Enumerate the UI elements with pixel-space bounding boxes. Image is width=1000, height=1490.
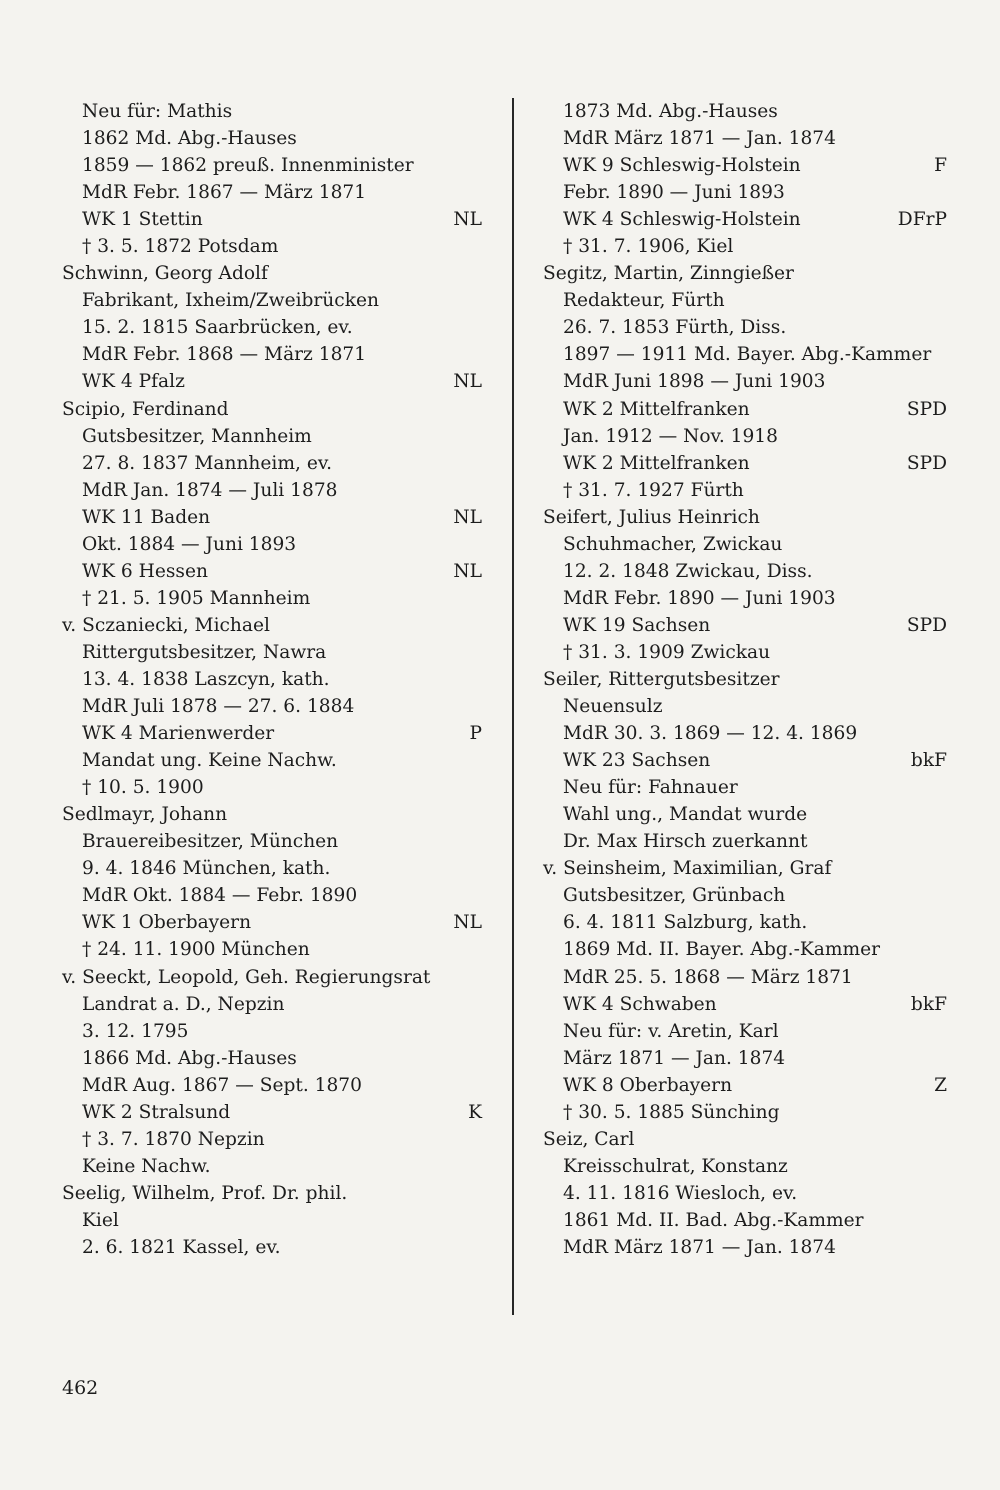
entry-text: 2. 6. 1821 Kassel, ev. bbox=[82, 1236, 281, 1258]
entry-line bbox=[62, 423, 482, 450]
entry-text: Seiler, Rittergutsbesitzer bbox=[543, 668, 780, 690]
entry-heading bbox=[543, 666, 947, 693]
entry-text: WK 4 Schleswig-Holstein bbox=[563, 209, 801, 231]
entry-line bbox=[62, 1018, 482, 1045]
entry-text: Mandat ung. Keine Nachw. bbox=[82, 750, 337, 772]
entry-text: Kiel bbox=[82, 1209, 119, 1231]
entry-line bbox=[62, 179, 482, 206]
entry-text: MdR Febr. 1868 — März 1871 bbox=[82, 344, 367, 366]
entry-line bbox=[543, 909, 947, 936]
entry-line bbox=[62, 341, 482, 368]
entry-text: 4. 11. 1816 Wiesloch, ev. bbox=[563, 1182, 798, 1204]
entry-text: WK 2 Stralsund bbox=[82, 1101, 231, 1123]
entry-text: Landrat a. D., Nepzin bbox=[82, 993, 285, 1015]
entry-line bbox=[543, 477, 947, 504]
party-abbreviation: NL bbox=[453, 209, 482, 231]
entry-text: 3. 12. 1795 bbox=[82, 1020, 189, 1042]
entry-text: 12. 2. 1848 Zwickau, Diss. bbox=[563, 560, 813, 582]
entry-line bbox=[62, 98, 482, 125]
entry-heading bbox=[62, 964, 482, 991]
entry-text: 27. 8. 1837 Mannheim, ev. bbox=[82, 452, 333, 474]
entry-text: WK 2 Mittelfranken bbox=[563, 398, 750, 420]
entry-line bbox=[62, 1153, 482, 1180]
entry-text: WK 23 Sachsen bbox=[563, 750, 711, 772]
entry-line bbox=[543, 639, 947, 666]
entry-text: 1862 Md. Abg.-Hauses bbox=[82, 128, 297, 150]
entry-line bbox=[543, 125, 947, 152]
entry-text: 13. 4. 1838 Laszcyn, kath. bbox=[82, 668, 330, 690]
entry-text: WK 4 Schwaben bbox=[563, 993, 717, 1015]
entry-line bbox=[543, 396, 947, 423]
entry-line bbox=[543, 558, 947, 585]
entry-heading bbox=[543, 260, 947, 287]
entry-text: Neu für: Mathis bbox=[82, 101, 233, 122]
entry-text: MdR 30. 3. 1869 — 12. 4. 1869 bbox=[563, 723, 858, 745]
entry-line bbox=[543, 936, 947, 963]
entry-heading bbox=[62, 801, 482, 828]
entry-text: Seiz, Carl bbox=[543, 1128, 635, 1150]
entry-text: v. Seinsheim, Maximilian, Graf bbox=[543, 858, 832, 880]
entry-line bbox=[543, 1180, 947, 1207]
entry-text: Wahl ung., Mandat wurde bbox=[563, 804, 808, 826]
entry-line bbox=[62, 152, 482, 179]
entry-line bbox=[62, 477, 482, 504]
entry-line bbox=[543, 882, 947, 909]
entry-text: Schwinn, Georg Adolf bbox=[62, 263, 268, 285]
entry-line bbox=[543, 314, 947, 341]
party-abbreviation: NL bbox=[453, 912, 482, 934]
entry-text: Seifert, Julius Heinrich bbox=[543, 506, 760, 528]
entry-line bbox=[543, 368, 947, 395]
party-abbreviation: DFrP bbox=[897, 209, 947, 231]
entry-line bbox=[543, 423, 947, 450]
entry-line bbox=[62, 1045, 482, 1072]
entry-line bbox=[62, 585, 482, 612]
entry-line bbox=[62, 855, 482, 882]
entry-line bbox=[543, 828, 947, 855]
entry-heading bbox=[543, 504, 947, 531]
entry-text: WK 11 Baden bbox=[82, 506, 211, 528]
entry-text: MdR Okt. 1884 — Febr. 1890 bbox=[82, 885, 358, 907]
entry-text: Scipio, Ferdinand bbox=[62, 398, 229, 420]
entry-text: Gutsbesitzer, Grünbach bbox=[563, 885, 786, 907]
entry-line bbox=[62, 639, 482, 666]
entry-line bbox=[543, 233, 947, 260]
entry-heading bbox=[62, 1180, 482, 1207]
entry-text: 1869 Md. II. Bayer. Abg.-Kammer bbox=[563, 939, 880, 961]
entry-line bbox=[543, 531, 947, 558]
entry-text: WK 19 Sachsen bbox=[563, 614, 711, 636]
entry-line bbox=[543, 152, 947, 179]
entry-line bbox=[62, 991, 482, 1018]
entry-line bbox=[62, 125, 482, 152]
entry-text: 6. 4. 1811 Salzburg, kath. bbox=[563, 912, 808, 934]
entry-text: MdR März 1871 — Jan. 1874 bbox=[563, 1236, 836, 1258]
right-column bbox=[543, 98, 947, 1261]
party-abbreviation: SPD bbox=[906, 452, 947, 474]
entry-text: Sedlmayr, Johann bbox=[62, 804, 228, 826]
entry-text: Jan. 1912 — Nov. 1918 bbox=[563, 425, 778, 447]
party-abbreviation: bkF bbox=[910, 993, 947, 1015]
entry-text: MdR März 1871 — Jan. 1874 bbox=[563, 128, 836, 150]
page-number: 462 bbox=[62, 1377, 99, 1399]
entry-text: WK 4 Pfalz bbox=[82, 371, 185, 393]
entry-text: Keine Nachw. bbox=[82, 1155, 211, 1177]
entry-text: 1859 — 1862 preuß. Innenminister bbox=[82, 155, 414, 177]
entry-text: Segitz, Martin, Zinngießer bbox=[543, 263, 794, 285]
entry-text: Febr. 1890 — Juni 1893 bbox=[563, 182, 785, 204]
entry-line bbox=[543, 585, 947, 612]
entry-text: Gutsbesitzer, Mannheim bbox=[82, 425, 312, 447]
entry-heading bbox=[62, 612, 482, 639]
entry-text: WK 6 Hessen bbox=[82, 560, 208, 582]
entry-text: † 21. 5. 1905 Mannheim bbox=[82, 587, 311, 609]
entry-heading bbox=[543, 1126, 947, 1153]
entry-line bbox=[543, 612, 947, 639]
entry-text: † 10. 5. 1900 bbox=[82, 777, 204, 799]
entry-text: MdR Juni 1898 — Juni 1903 bbox=[563, 371, 826, 393]
entry-line bbox=[543, 206, 947, 233]
entry-line bbox=[543, 747, 947, 774]
entry-text: Neu für: v. Aretin, Karl bbox=[563, 1020, 779, 1042]
entry-text: Kreisschulrat, Konstanz bbox=[563, 1155, 788, 1177]
entry-text: Schuhmacher, Zwickau bbox=[563, 533, 783, 555]
entry-line bbox=[543, 964, 947, 991]
entry-text: MdR Febr. 1890 — Juni 1903 bbox=[563, 587, 836, 609]
entry-text: 1866 Md. Abg.-Hauses bbox=[82, 1047, 297, 1069]
entry-line bbox=[62, 531, 482, 558]
party-abbreviation: NL bbox=[453, 371, 482, 393]
party-abbreviation: Z bbox=[934, 1074, 947, 1096]
entry-line bbox=[543, 801, 947, 828]
entry-line bbox=[62, 450, 482, 477]
entry-line bbox=[543, 1207, 947, 1234]
entry-text: WK 9 Schleswig-Holstein bbox=[563, 155, 801, 177]
column-divider bbox=[512, 98, 514, 1315]
entry-text: 1861 Md. II. Bad. Abg.-Kammer bbox=[563, 1209, 864, 1231]
entry-line bbox=[62, 206, 482, 233]
entry-line bbox=[62, 233, 482, 260]
entry-text: Seelig, Wilhelm, Prof. Dr. phil. bbox=[62, 1182, 348, 1204]
party-abbreviation: P bbox=[469, 723, 482, 745]
entry-text: WK 1 Stettin bbox=[82, 209, 203, 231]
entry-line bbox=[62, 666, 482, 693]
entry-line bbox=[543, 1072, 947, 1099]
entry-line bbox=[543, 1045, 947, 1072]
entry-line bbox=[543, 1099, 947, 1126]
entry-line bbox=[543, 1018, 947, 1045]
entry-text: WK 2 Mittelfranken bbox=[563, 452, 750, 474]
entry-line bbox=[62, 1126, 482, 1153]
party-abbreviation: SPD bbox=[906, 398, 947, 420]
entry-text: 1873 Md. Abg.-Hauses bbox=[563, 101, 778, 122]
entry-line bbox=[543, 98, 947, 125]
entry-line bbox=[543, 1153, 947, 1180]
entry-text: † 3. 7. 1870 Nepzin bbox=[82, 1128, 265, 1150]
party-abbreviation: K bbox=[468, 1101, 482, 1123]
entry-text: Redakteur, Fürth bbox=[563, 290, 725, 312]
entry-text: Dr. Max Hirsch zuerkannt bbox=[563, 831, 808, 853]
entry-text: † 31. 7. 1906, Kiel bbox=[563, 236, 734, 258]
entry-line bbox=[62, 828, 482, 855]
entry-line bbox=[543, 1234, 947, 1261]
entry-line bbox=[543, 341, 947, 368]
entry-line bbox=[62, 882, 482, 909]
entry-text: † 24. 11. 1900 München bbox=[82, 939, 310, 961]
entry-text: WK 4 Marienwerder bbox=[82, 723, 275, 745]
entry-text: Rittergutsbesitzer, Nawra bbox=[82, 641, 327, 663]
entry-line bbox=[62, 314, 482, 341]
entry-heading bbox=[62, 396, 482, 423]
entry-line bbox=[62, 287, 482, 314]
entry-text: † 31. 3. 1909 Zwickau bbox=[563, 641, 771, 663]
entry-line bbox=[62, 1099, 482, 1126]
party-abbreviation: SPD bbox=[906, 614, 947, 636]
entry-line bbox=[62, 368, 482, 395]
party-abbreviation: NL bbox=[453, 560, 482, 582]
entry-line bbox=[62, 1234, 482, 1261]
entry-heading bbox=[543, 855, 947, 882]
entry-text: Brauereibesitzer, München bbox=[82, 831, 339, 853]
party-abbreviation: F bbox=[934, 155, 947, 177]
entry-text: Fabrikant, Ixheim/Zweibrücken bbox=[82, 290, 379, 312]
entry-text: 1897 — 1911 Md. Bayer. Abg.-Kammer bbox=[563, 344, 932, 366]
entry-text: Okt. 1884 — Juni 1893 bbox=[82, 533, 297, 555]
entry-line bbox=[62, 1207, 482, 1234]
entry-line bbox=[543, 991, 947, 1018]
entry-line bbox=[543, 179, 947, 206]
entry-heading bbox=[62, 260, 482, 287]
party-abbreviation: NL bbox=[453, 506, 482, 528]
entry-text: v. Seeckt, Leopold, Geh. Regierungsrat bbox=[62, 966, 431, 988]
entry-text: MdR Febr. 1867 — März 1871 bbox=[82, 182, 367, 204]
entry-text: MdR Juli 1878 — 27. 6. 1884 bbox=[82, 696, 355, 718]
entry-text: MdR Jan. 1874 — Juli 1878 bbox=[82, 479, 338, 501]
entry-text: 9. 4. 1846 München, kath. bbox=[82, 858, 331, 880]
entry-text: MdR Aug. 1867 — Sept. 1870 bbox=[82, 1074, 362, 1096]
entry-line bbox=[62, 936, 482, 963]
entry-text: 15. 2. 1815 Saarbrücken, ev. bbox=[82, 317, 353, 339]
entry-line bbox=[62, 720, 482, 747]
entry-text: März 1871 — Jan. 1874 bbox=[563, 1047, 786, 1069]
party-abbreviation: bkF bbox=[910, 750, 947, 772]
entry-line bbox=[62, 747, 482, 774]
entry-line bbox=[62, 774, 482, 801]
entry-text: † 3. 5. 1872 Potsdam bbox=[82, 236, 279, 258]
entry-line bbox=[62, 504, 482, 531]
entry-line bbox=[62, 693, 482, 720]
entry-text: † 31. 7. 1927 Fürth bbox=[563, 479, 744, 501]
entry-line bbox=[543, 287, 947, 314]
entry-line bbox=[543, 774, 947, 801]
entry-text: WK 1 Oberbayern bbox=[82, 912, 252, 934]
entry-text: MdR 25. 5. 1868 — März 1871 bbox=[563, 966, 853, 988]
entry-line bbox=[62, 558, 482, 585]
entry-line bbox=[543, 693, 947, 720]
entry-text: † 30. 5. 1885 Sünching bbox=[563, 1101, 780, 1123]
entry-line bbox=[543, 450, 947, 477]
entry-text: WK 8 Oberbayern bbox=[563, 1074, 733, 1096]
entry-text: v. Sczaniecki, Michael bbox=[62, 614, 270, 636]
entry-line bbox=[62, 1072, 482, 1099]
entry-text: Neu für: Fahnauer bbox=[563, 777, 738, 799]
entry-text: 26. 7. 1853 Fürth, Diss. bbox=[563, 317, 787, 339]
entry-line bbox=[543, 720, 947, 747]
entry-line bbox=[62, 909, 482, 936]
entry-text: Neuensulz bbox=[563, 696, 663, 718]
left-column bbox=[62, 98, 482, 1261]
